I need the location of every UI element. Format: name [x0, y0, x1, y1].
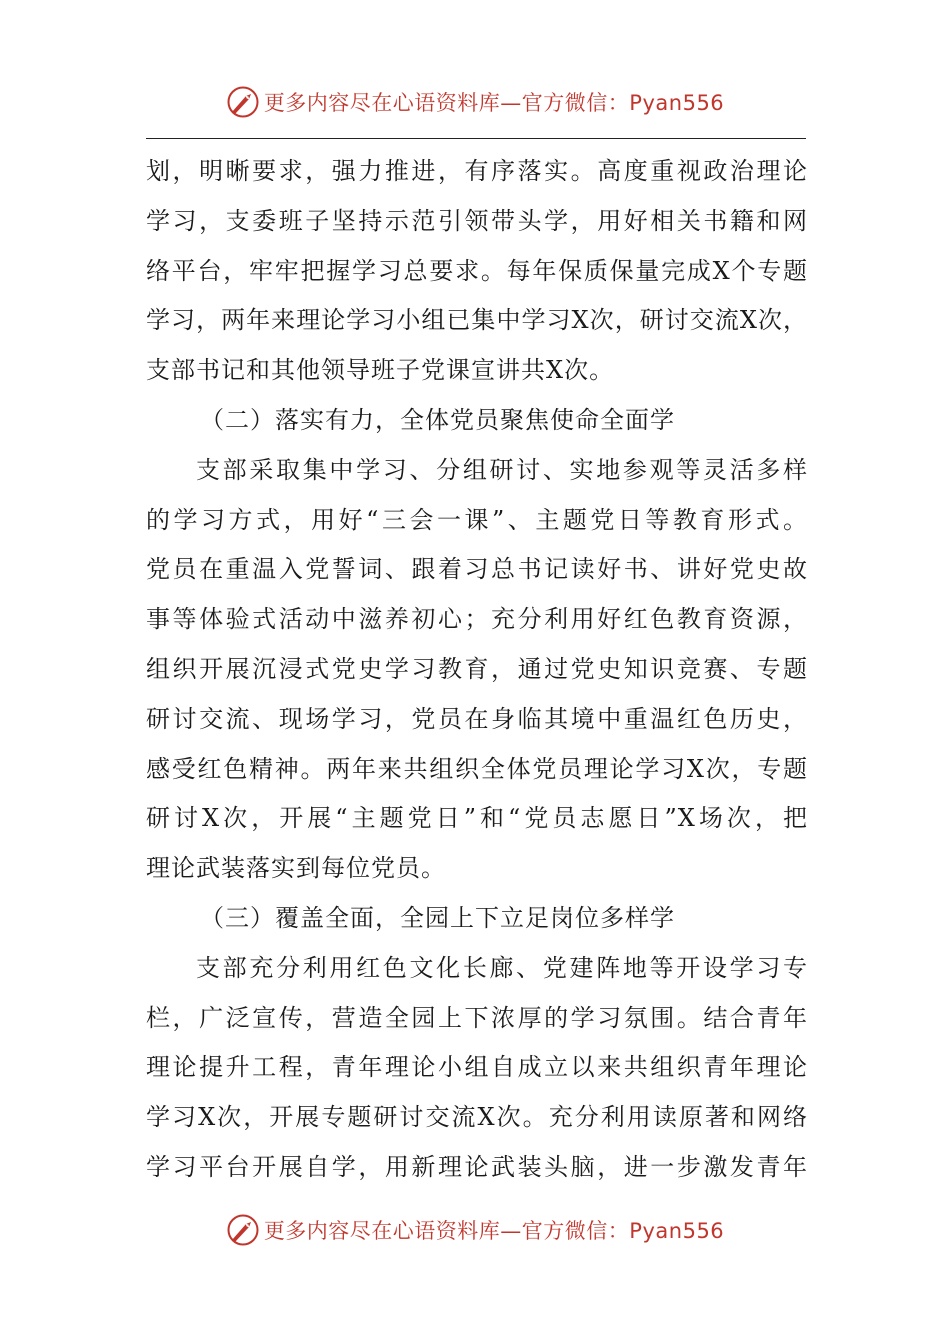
text-line: 学习X次，开展专题研讨交流X次。充分利用读原著和网络: [146, 1103, 808, 1132]
text-line: 组织开展沉浸式党史学习教育，通过党史知识竞赛、专题: [146, 654, 808, 683]
text-line: 支部充分利用红色文化长廊、党建阵地等开设学习专: [196, 953, 808, 982]
document-body: [146, 147, 808, 1193]
text-line: 研讨X次，开展“主题党日”和“党员志愿日”X场次，把: [146, 804, 808, 833]
text-line: 的学习方式，用好“三会一课”、主题党日等教育形式。: [146, 505, 808, 534]
text-line: 党员在重温入党誓词、跟着习总书记读好书、讲好党史故: [146, 555, 808, 584]
section-heading: （三）覆盖全面，全园上下立足岗位多样学: [200, 903, 675, 932]
text-line: 支部书记和其他领导班子党课宣讲共X次。: [146, 356, 615, 385]
text-line: 支部采取集中学习、分组研讨、实地参观等灵活多样: [196, 455, 808, 484]
banner-text: 更多内容尽在心语资料库—官方微信：Pyan556: [263, 1219, 725, 1243]
text-line: 络平台，牢牢把握学习总要求。每年保质保量完成X个专题: [146, 256, 808, 285]
pen-nib-circle-icon: [226, 85, 260, 119]
text-line: 感受红色精神。两年来共组织全体党员理论学习X次，专题: [146, 754, 808, 783]
text-line: 研讨交流、现场学习，党员在身临其境中重温红色历史，: [146, 704, 808, 733]
banner-text: 更多内容尽在心语资料库—官方微信：Pyan556: [263, 91, 725, 115]
text-line: 学习平台开展自学，用新理论武装头脑，进一步激发青年: [146, 1152, 808, 1181]
text-line: 栏，广泛宣传，营造全园上下浓厚的学习氛围。结合青年: [146, 1003, 808, 1032]
header-banner: [0, 80, 950, 124]
text-line: 学习，支委班子坚持示范引领带头学，用好相关书籍和网: [146, 206, 808, 235]
header-divider: [146, 138, 806, 139]
text-line: 理论提升工程，青年理论小组自成立以来共组织青年理论: [146, 1053, 808, 1082]
pen-nib-circle-icon: [226, 1213, 260, 1247]
text-line: 事等体验式活动中滋养初心；充分利用好红色教育资源，: [146, 605, 808, 634]
footer-banner: [0, 1208, 950, 1252]
section-heading: （二）落实有力，全体党员聚焦使命全面学: [200, 405, 675, 434]
text-line: 理论武装落实到每位党员。: [146, 854, 446, 883]
text-line: 划，明晰要求，强力推进，有序落实。高度重视政治理论: [146, 157, 808, 185]
text-line: 学习，两年来理论学习小组已集中学习X次，研讨交流X次，: [146, 306, 808, 335]
